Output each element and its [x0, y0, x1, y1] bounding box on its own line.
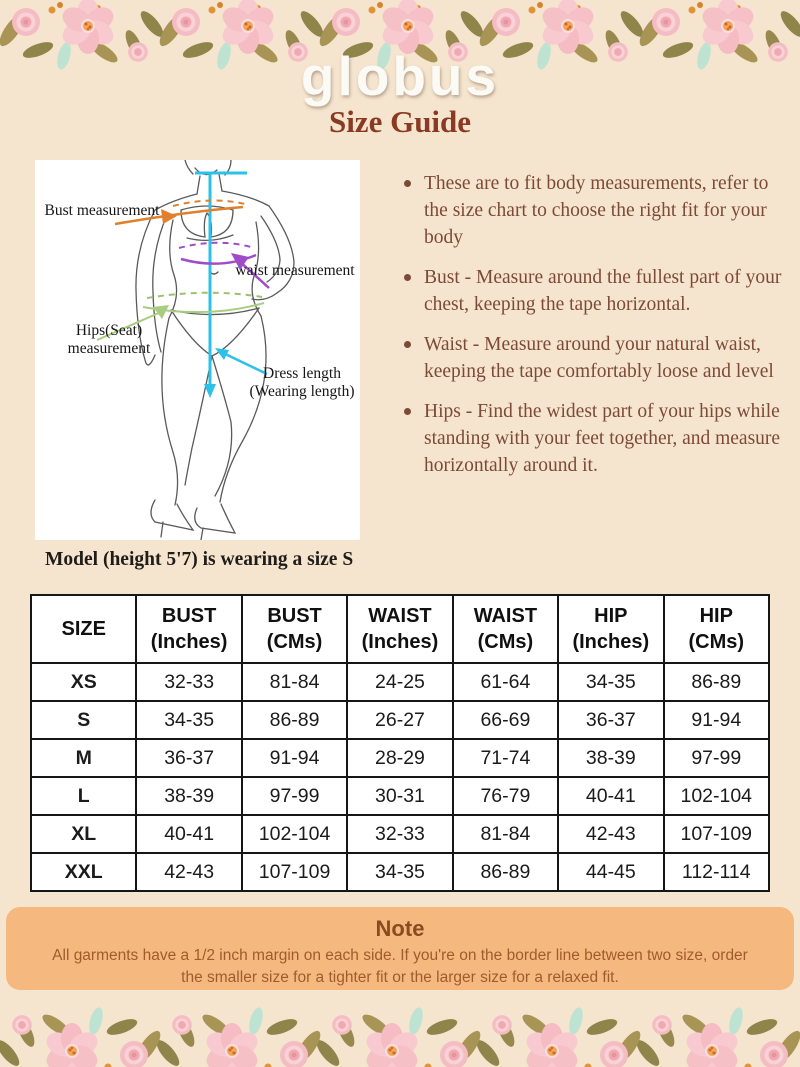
value-cell: 36-37	[136, 739, 241, 777]
table-row-m	[31, 739, 769, 777]
value-cell: 66-69	[453, 701, 558, 739]
column-label: HIP	[594, 605, 628, 627]
column-unit: (Inches)	[572, 631, 650, 653]
column-unit: (Inches)	[150, 631, 228, 653]
column-label: BUST	[161, 605, 217, 627]
value-cell: 30-31	[347, 777, 452, 815]
column-header-hip-inches	[558, 595, 663, 663]
value-cell: 42-43	[136, 853, 241, 891]
floral-border-bottom-decoration	[0, 1005, 800, 1067]
size-cell: S	[31, 701, 136, 739]
size-chart-table	[30, 594, 770, 892]
value-cell: 42-43	[558, 815, 663, 853]
value-cell: 40-41	[136, 815, 241, 853]
measurement-diagram	[35, 160, 360, 540]
table-row-xs	[31, 663, 769, 701]
bullet-icon	[404, 408, 411, 415]
brand-logo: globus	[300, 45, 500, 107]
table-row-xxl	[31, 853, 769, 891]
table-header-row	[31, 595, 769, 663]
instruction-list	[404, 170, 796, 492]
value-cell: 102-104	[664, 777, 769, 815]
instruction-item-hips	[404, 398, 796, 479]
column-header-bust-cms	[242, 595, 347, 663]
value-cell: 34-35	[136, 701, 241, 739]
column-label: BUST	[267, 605, 322, 627]
bust-measurement-label: Bust measurement	[44, 202, 160, 219]
value-cell: 38-39	[558, 739, 663, 777]
waist-measurement-label: waist measurement	[235, 262, 355, 279]
value-cell: 86-89	[664, 663, 769, 701]
table-row-l	[31, 777, 769, 815]
value-cell: 91-94	[664, 701, 769, 739]
instruction-text: Hips - Find the widest part of your hips while standing with your feet together, and measure horizontally around it.	[424, 401, 781, 476]
value-cell: 112-114	[664, 853, 769, 891]
value-cell: 40-41	[558, 777, 663, 815]
column-header-waist-inches	[347, 595, 452, 663]
dress-length-label: Dress length (Wearing length)	[249, 365, 355, 400]
note-section	[6, 907, 794, 990]
hips-measurement-label: Hips(Seat) measurement	[67, 322, 151, 357]
bullet-icon	[404, 180, 411, 187]
value-cell: 86-89	[453, 853, 558, 891]
value-cell: 91-94	[242, 739, 347, 777]
column-label: WAIST	[473, 605, 538, 627]
size-cell: L	[31, 777, 136, 815]
value-cell: 32-33	[136, 663, 241, 701]
value-cell: 32-33	[347, 815, 452, 853]
instruction-item-fit	[404, 170, 796, 251]
value-cell: 26-27	[347, 701, 452, 739]
value-cell: 34-35	[347, 853, 452, 891]
instruction-text: These are to fit body measurements, refer to the size chart to choose the right fit for your body	[424, 173, 769, 248]
instruction-text: Waist - Measure around your natural waist, keeping the tape comfortably loose and level	[424, 334, 774, 382]
value-cell: 76-79	[453, 777, 558, 815]
column-header-waist-cms	[453, 595, 558, 663]
size-cell: XL	[31, 815, 136, 853]
value-cell: 24-25	[347, 663, 452, 701]
model-size-note: Model (height 5'7) is wearing a size S	[45, 549, 354, 570]
value-cell: 61-64	[453, 663, 558, 701]
instruction-item-bust	[404, 264, 796, 318]
size-cell: M	[31, 739, 136, 777]
value-cell: 28-29	[347, 739, 452, 777]
value-cell: 81-84	[453, 815, 558, 853]
page-title: Size Guide	[328, 104, 472, 139]
instruction-text: Bust - Measure around the fullest part of your chest, keeping the tape horizontal.	[424, 267, 782, 315]
size-cell: XXL	[31, 853, 136, 891]
value-cell: 97-99	[242, 777, 347, 815]
column-unit: (Inches)	[361, 631, 439, 653]
value-cell: 36-37	[558, 701, 663, 739]
instruction-item-waist	[404, 331, 796, 385]
bullet-icon	[404, 341, 411, 348]
value-cell: 44-45	[558, 853, 663, 891]
value-cell: 102-104	[242, 815, 347, 853]
note-title: Note	[375, 916, 425, 941]
value-cell: 97-99	[664, 739, 769, 777]
value-cell: 86-89	[242, 701, 347, 739]
table-row-s	[31, 701, 769, 739]
table-row-xl	[31, 815, 769, 853]
column-label: SIZE	[61, 618, 106, 640]
size-cell: XS	[31, 663, 136, 701]
column-header-bust-inches	[136, 595, 241, 663]
value-cell: 71-74	[453, 739, 558, 777]
bullet-icon	[404, 274, 411, 281]
value-cell: 34-35	[558, 663, 663, 701]
value-cell: 107-109	[242, 853, 347, 891]
column-unit: (CMs)	[477, 631, 534, 653]
note-text: All garments have a 1/2 inch margin on each side. If you're on the border line between two size, order the smaller size for a tighter fit or the larger size for a relaxed fit.	[52, 947, 748, 986]
column-unit: (CMs)	[266, 631, 323, 653]
column-label: WAIST	[368, 605, 432, 627]
column-label: HIP	[699, 605, 733, 627]
value-cell: 38-39	[136, 777, 241, 815]
value-cell: 107-109	[664, 815, 769, 853]
column-header-size	[31, 595, 136, 663]
value-cell: 81-84	[242, 663, 347, 701]
column-header-hip-cms	[664, 595, 769, 663]
column-unit: (CMs)	[688, 631, 745, 653]
